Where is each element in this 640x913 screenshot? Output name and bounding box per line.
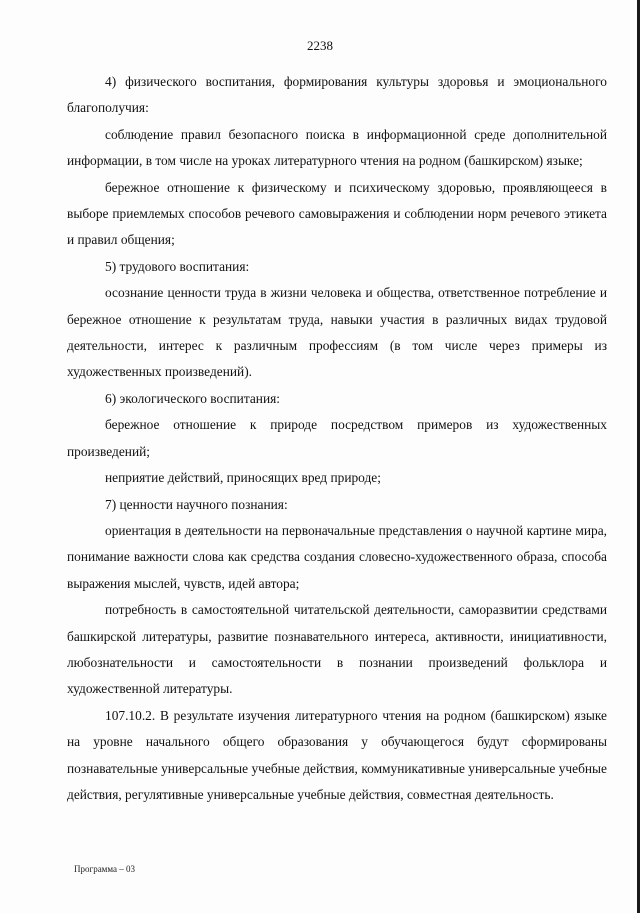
paragraph-reading-need: потребность в самостоятельной читательской деятельности, саморазвитии средствами башкирской литературы, развитие познавательного интереса, активности, инициативности, любознательности и самостоятельности в познании произведений фольклора и художественной литературы.	[67, 602, 607, 697]
paragraph-health: бережное отношение к физическому и психическому здоровью, проявляющееся в выборе приемлемых способов речевого самовыражения и соблюдении норм речевого этикета и правил общения;	[67, 179, 607, 248]
paragraph-107-10-2: 107.10.2. В результате изучения литературного чтения на родном (башкирском) языке на уровне начального общего образования у обучающегося будут сформированы познавательные универсальные учебные действия, коммуникативные универсальные учебные действия, регулятивные универсальные учебные действия, совместная деятельность.	[67, 707, 607, 802]
paragraph-ecology-heading: 6) экологического воспитания:	[105, 390, 281, 406]
paragraph-science-orientation: ориентация в деятельности на первоначальные представления о научной картине мира, понимание важности слова как средства создания словесно-художественного образа, способа выражения мыслей, чувств, идей автора;	[67, 522, 607, 591]
paragraph-physical-education-heading: 4) физического воспитания, формирования культуры здоровья и эмоционального благополучия:	[67, 74, 607, 116]
paragraph-science-heading: 7) ценности научного познания:	[105, 496, 288, 512]
paragraph-labor-value: осознание ценности труда в жизни человека и общества, ответственное потребление и бережное отношение к результатам труда, навыки участия в различных видах трудовой деятельности, интерес к различным профессиям (в том числе через примеры из художественных произведений).	[67, 285, 607, 380]
footer-program-label: Программа – 03	[74, 864, 136, 874]
paragraph-nature-care: бережное отношение к природе посредством примеров из художественных произведений;	[67, 417, 607, 459]
page-number: 2238	[307, 38, 333, 53]
paragraph-safe-search: соблюдение правил безопасного поиска в информационной среде дополнительной информации, в том числе на уроках литературного чтения на родном (башкирском) языке;	[67, 126, 607, 169]
paragraph-labor-heading: 5) трудового воспитания:	[105, 258, 250, 274]
page-content	[67, 69, 607, 808]
paragraph-nature-harm: неприятие действий, приносящих вред природе;	[105, 470, 381, 486]
